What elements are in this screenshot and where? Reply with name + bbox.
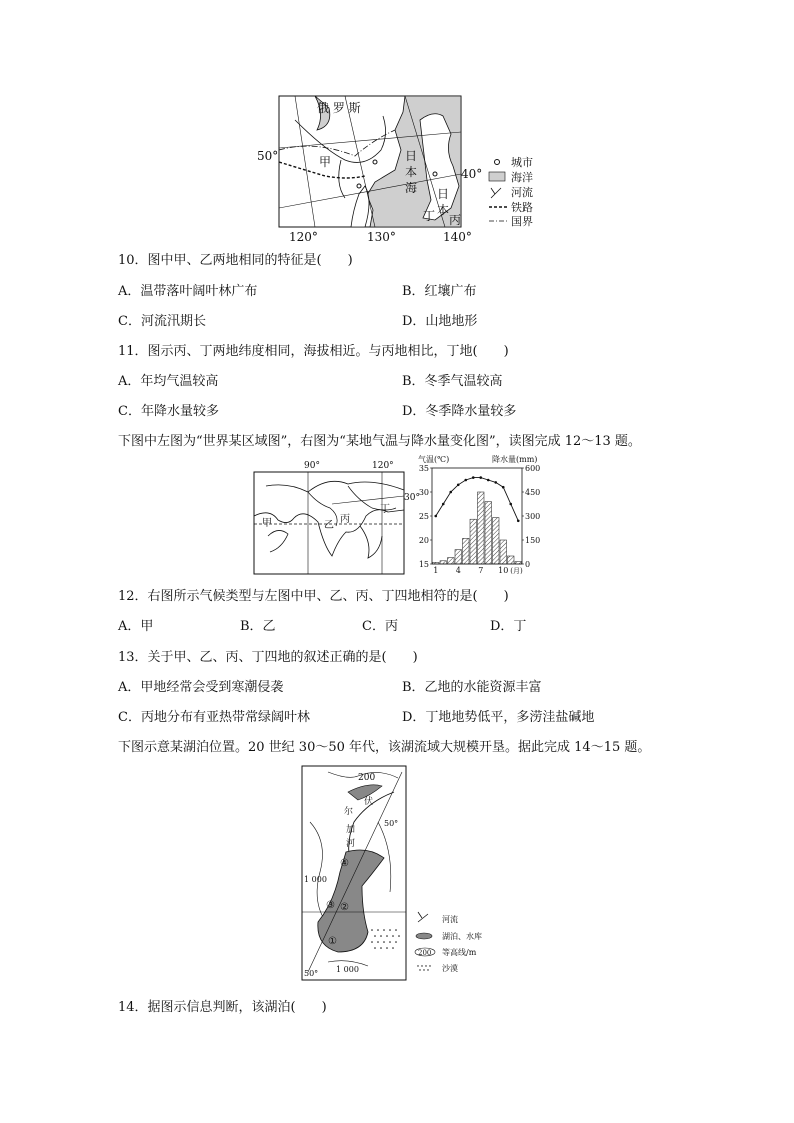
q12-option-d[interactable]: D．丁 [490, 619, 527, 634]
x-tick-label: 1 [433, 566, 439, 575]
precip-bar [440, 561, 447, 564]
climate-chart [410, 452, 550, 580]
q11-option-c[interactable]: C．年降水量较多 [118, 404, 219, 419]
map3-lat50a: 50° [384, 819, 399, 828]
river-icon [418, 912, 428, 922]
question-13-stem: 13．关于甲、乙、丙、丁四地的叙述正确的是( ) [118, 650, 418, 665]
map3-c1000a: 1 000 [304, 875, 327, 884]
river-icon [491, 188, 501, 198]
desert-icon [417, 965, 430, 970]
temperature-point [502, 486, 505, 489]
chart-y2label: 降水量(mm) [492, 455, 538, 464]
precip-bar [500, 540, 507, 564]
question-10-stem: 10．图中甲、乙两地相同的特征是( ) [118, 253, 353, 268]
temperature-point [487, 479, 490, 482]
q11-option-b[interactable]: B．冬季气温较高 [402, 374, 503, 389]
chart-ylabel: 气温(℃) [418, 455, 450, 464]
temperature-point [442, 503, 445, 506]
q12-option-c[interactable]: C．丙 [362, 619, 398, 634]
map3-legend-river: 河流 [442, 915, 458, 924]
map2-jia: 甲 [262, 518, 272, 529]
lat40-label: 40° [461, 167, 483, 181]
map3-c200: 200 [358, 773, 376, 783]
y2-tick-label: 450 [525, 488, 541, 497]
lon140-label: 140° [443, 230, 472, 244]
plot-frame [432, 468, 522, 564]
temperature-line [436, 478, 519, 521]
q13-option-b[interactable]: B．乙地的水能资源丰富 [402, 680, 542, 695]
q11-option-a[interactable]: A．年均气温较高 [118, 374, 219, 389]
precip-bar [433, 562, 440, 564]
x-tick-label: 4 [455, 566, 461, 575]
map2-yi: 乙 [324, 520, 334, 531]
precip-bar [463, 538, 470, 564]
map2-lon90: 90° [304, 461, 320, 471]
ocean-icon [489, 172, 505, 181]
y-tick-label: 15 [418, 560, 429, 569]
y-tick-label: 25 [418, 512, 429, 521]
x-tick-label: 10 [498, 566, 509, 575]
temperature-point [517, 520, 520, 523]
temperature-point [434, 515, 437, 518]
lon120-label: 120° [289, 230, 318, 244]
sea-label-2: 本 [405, 165, 418, 179]
map3-river-1: 伏 [364, 797, 374, 807]
map2-bing: 丙 [340, 514, 350, 525]
temperature-point [472, 476, 475, 479]
legend-ocean: 海洋 [511, 171, 533, 184]
precip-bar [493, 518, 500, 564]
precip-bar [478, 492, 485, 564]
q12-option-b[interactable]: B．乙 [240, 619, 276, 634]
x-unit-label: (月) [510, 567, 523, 575]
map3-legend-lake: 湖泊、水库 [442, 932, 482, 941]
sea-label-3: 海 [405, 181, 418, 195]
y2-tick-label: 0 [525, 560, 531, 569]
world-region-map [248, 456, 418, 578]
q12-option-a[interactable]: A．甲 [118, 619, 154, 634]
question-12-stem: 12．右图所示气候类型与左图中甲、乙、丙、丁四地相符的是( ) [118, 589, 509, 604]
russia-label: 俄 罗 斯 [317, 101, 361, 115]
map2-lat30: 30° [404, 493, 420, 503]
map3-n2: ② [340, 902, 349, 913]
map3-river-2: 尔 [344, 807, 354, 817]
temperature-point [494, 481, 497, 484]
precip-bar [485, 502, 492, 564]
bing-label: 丙 [449, 213, 462, 227]
lon130-label: 130° [367, 230, 396, 244]
intro-14-15: 下图示意某湖泊位置。20 世纪 30～50 年代，该湖流域大规模开垦。据此完成 14～15 题。 [118, 740, 651, 755]
precip-bar [508, 556, 515, 564]
map3-lat50b: 50° [304, 969, 319, 978]
sea-label-1: 日 [405, 149, 418, 163]
temperature-point [449, 491, 452, 494]
map3-legend-desert: 沙漠 [442, 964, 458, 973]
japan-label-1: 日 [437, 187, 450, 201]
x-tick-label: 7 [478, 566, 484, 575]
legend-river: 河流 [511, 186, 533, 199]
temperature-point [509, 503, 512, 506]
map3-n4: ④ [340, 858, 349, 869]
precip-bar [455, 550, 462, 564]
temperature-point [464, 479, 467, 482]
lat50-label: 50° [257, 149, 279, 163]
map3-river-4: 河 [346, 839, 356, 849]
y2-tick-label: 600 [525, 464, 541, 473]
map2-ding: 丁 [380, 504, 390, 515]
temperature-point [479, 476, 482, 479]
intro-12-13: 下图中左图为“世界某区域图”，右图为“某地气温与降水量变化图”，读图完成 12～13 题。 [118, 434, 641, 449]
legend-railway: 铁路 [511, 201, 533, 214]
map3-n1: ① [328, 936, 337, 947]
legend-city: 城市 [511, 156, 533, 169]
y-tick-label: 30 [418, 488, 429, 497]
question-14-stem: 14．据图示信息判断，该湖泊( ) [118, 1000, 327, 1015]
map3-river-3: 加 [346, 825, 356, 835]
map3-legend-c200: 200 [418, 949, 432, 957]
map3-c1000b: 1 000 [336, 965, 359, 974]
city-icon [495, 160, 500, 165]
precip-bar [448, 558, 455, 564]
japan-label-2: 本 [437, 203, 450, 217]
y2-tick-label: 150 [525, 536, 541, 545]
map2-lon120: 120° [372, 461, 394, 471]
q10-option-a[interactable]: A．温带落叶阔叶林广布 [118, 284, 258, 299]
precip-bar [470, 519, 477, 564]
legend-border: 国界 [511, 215, 533, 228]
temperature-point [457, 484, 460, 487]
q13-option-c[interactable]: C．丙地分布有亚热带常绿阔叶林 [118, 710, 310, 725]
y-tick-label: 35 [418, 464, 429, 473]
ding-label: 丁 [423, 209, 436, 223]
y2-tick-label: 300 [525, 512, 541, 521]
q10-option-c[interactable]: C．河流汛期长 [118, 314, 206, 329]
y-tick-label: 20 [418, 536, 429, 545]
lake-location-map [298, 762, 498, 984]
northeast-asia-map [255, 90, 545, 245]
question-11-stem: 11．图示丙、丁两地纬度相同，海拔相近。与丙地相比，丁地( ) [118, 344, 509, 359]
precip-bar [515, 562, 522, 564]
q10-option-d[interactable]: D．山地地形 [402, 314, 478, 329]
map3-legend-contour: 等高线/m [442, 948, 477, 957]
lake-icon [416, 933, 432, 939]
map3-n3: ③ [326, 900, 335, 911]
q13-option-a[interactable]: A．甲地经常会受到寒潮侵袭 [118, 680, 284, 695]
q11-option-d[interactable]: D．冬季降水量较多 [402, 404, 517, 419]
q10-option-b[interactable]: B．红壤广布 [402, 284, 477, 299]
jia-label: 甲 [319, 155, 332, 169]
q13-option-d[interactable]: D．丁地地势低平，多涝洼盐碱地 [402, 710, 595, 725]
